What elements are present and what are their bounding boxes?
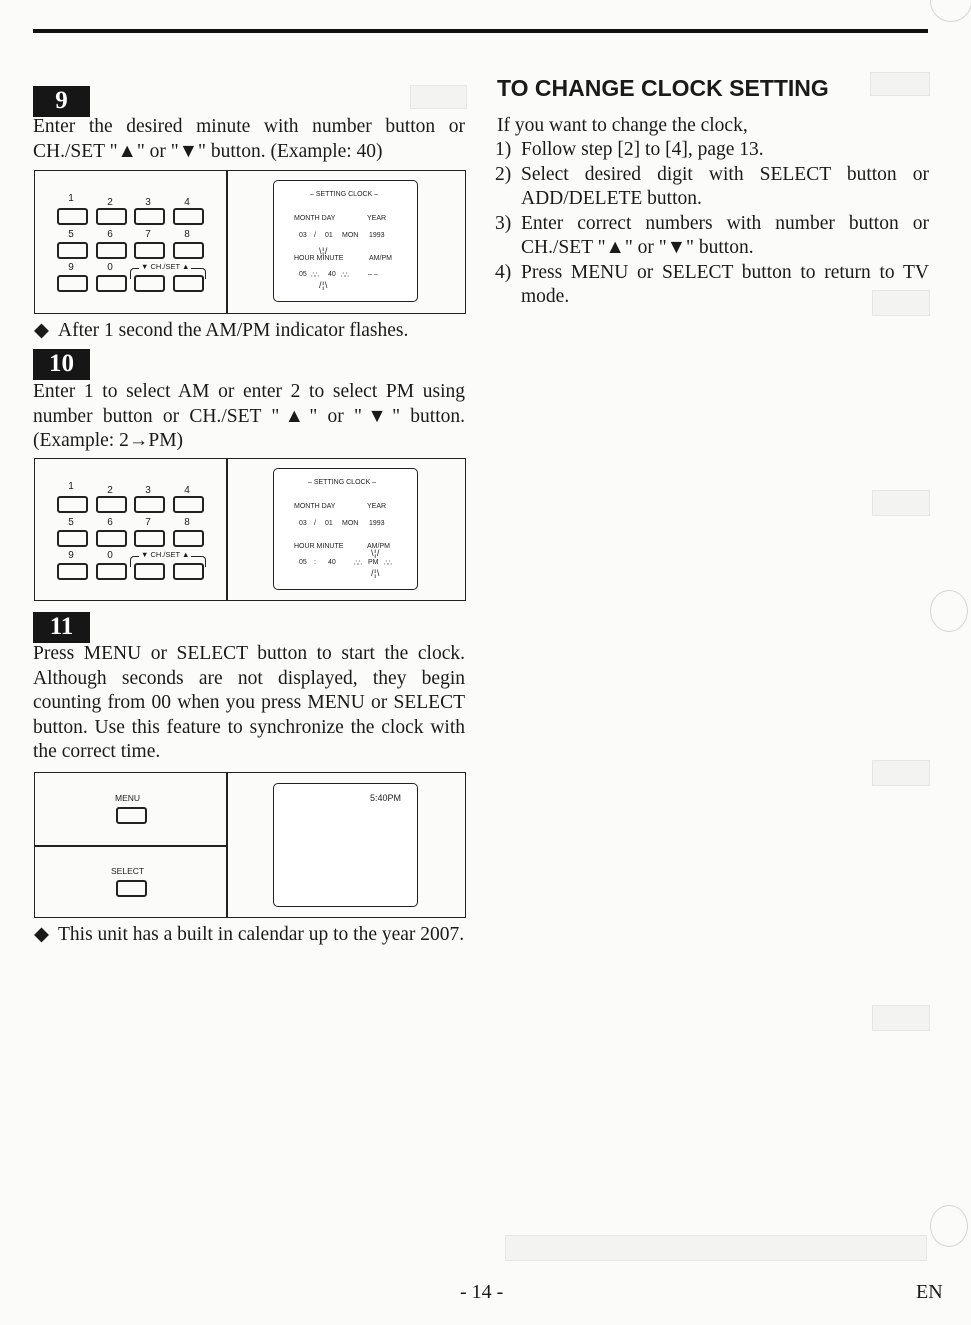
screen-title: – SETTING CLOCK –	[310, 191, 379, 198]
top-rule	[33, 29, 928, 33]
screen-ampm: – –	[368, 271, 378, 278]
ch-up-button[interactable]	[173, 275, 204, 292]
tv-screen	[273, 783, 418, 907]
diagram-row-divider	[35, 845, 227, 847]
number-button-3[interactable]	[134, 208, 165, 225]
clock-change-steps	[495, 138, 929, 310]
key-label-0: 0	[107, 262, 113, 273]
select-button[interactable]	[116, 880, 147, 897]
step-9-instructions: Enter the desired minute with number button or CH./SET "▲" or "▼" button. (Example: 40)	[33, 116, 465, 162]
number-button-0[interactable]	[96, 563, 127, 580]
punch-hole	[930, 1205, 968, 1247]
step-11-instructions: Press MENU or SELECT button to start the clock. Although seconds are not displayed, they begin counting from 00 when you press MENU or SELECT button. Use this feature to synchronize the clock with the correct time.	[33, 643, 465, 762]
step-9-diagram	[34, 170, 466, 314]
bleed-through-mark	[872, 490, 930, 516]
number-button-4[interactable]	[173, 208, 204, 225]
screen-minute: 40	[328, 271, 336, 278]
screen-time: 5:40PM	[370, 793, 402, 803]
key-label-1: 1	[68, 481, 74, 492]
section-intro: If you want to change the clock,	[497, 115, 748, 136]
screen-dots-left: ∴∴	[354, 560, 361, 567]
menu-button[interactable]	[116, 807, 147, 824]
screen-dots-right: ∴∴	[341, 272, 348, 279]
screen-year: 1993	[369, 520, 385, 527]
tv-screen	[273, 180, 418, 302]
number-button-6[interactable]	[96, 242, 127, 259]
step-11-badge: 11	[33, 612, 90, 643]
list-item	[495, 212, 929, 261]
key-label-6: 6	[107, 517, 113, 528]
list-item	[495, 261, 929, 310]
screen-hour: 05	[299, 559, 307, 566]
list-item-text: Select desired digit with SELECT button or ADD/DELETE button.	[521, 163, 929, 209]
list-item-text: Follow step [2] to [4], page 13.	[521, 139, 764, 160]
number-button-8[interactable]	[173, 242, 204, 259]
screen-month-day-header: MONTH DAY	[294, 215, 336, 222]
ch-up-button[interactable]	[173, 563, 204, 580]
list-item-text: Press MENU or SELECT button to return to TV mode.	[521, 261, 929, 307]
screen-date-sep: /	[314, 520, 316, 527]
flash-indicator-top: \ ¦ /	[319, 246, 327, 256]
number-button-7[interactable]	[134, 242, 165, 259]
number-button-3[interactable]	[134, 496, 165, 513]
chset-label: ▼ CH./SET ▲	[141, 550, 190, 559]
list-item-number: 2)	[495, 163, 512, 185]
key-label-2: 2	[107, 197, 113, 208]
diagram-divider	[226, 171, 228, 313]
key-label-0: 0	[107, 550, 113, 561]
flash-indicator-bottom: / ¦ \	[319, 280, 327, 290]
number-button-6[interactable]	[96, 530, 127, 547]
ch-down-button[interactable]	[134, 563, 165, 580]
page-number: - 14 -	[460, 1281, 504, 1303]
menu-button-label: MENU	[115, 793, 141, 803]
bleed-through-mark	[505, 1235, 927, 1261]
number-button-9[interactable]	[57, 275, 88, 292]
number-button-8[interactable]	[173, 530, 204, 547]
key-label-3: 3	[145, 485, 151, 496]
punch-hole	[930, 0, 971, 22]
number-button-5[interactable]	[57, 530, 88, 547]
key-label-8: 8	[184, 517, 190, 528]
screen-minute: 40	[328, 559, 336, 566]
screen-dots-right: ∴∴	[384, 560, 391, 567]
key-label-2: 2	[107, 485, 113, 496]
step-10-instructions: Enter 1 to select AM or enter 2 to select PM using number button or CH./SET "▲" or "▼" button. (Example: 2→PM)	[33, 381, 465, 451]
language-code: EN	[916, 1281, 943, 1303]
key-label-9: 9	[68, 550, 74, 561]
screen-year-header: YEAR	[367, 215, 387, 222]
key-label-7: 7	[145, 517, 151, 528]
step-11-note: This unit has a built in calendar up to the year 2007.	[58, 924, 465, 945]
flash-indicator-bottom: / ¦ \	[371, 568, 379, 578]
screen-month: 03	[299, 232, 307, 239]
number-button-2[interactable]	[96, 496, 127, 513]
bullet-icon: ◆	[34, 320, 49, 341]
list-item	[495, 138, 929, 163]
key-label-6: 6	[107, 229, 113, 240]
screen-title: – SETTING CLOCK –	[308, 479, 377, 486]
punch-hole	[930, 590, 968, 632]
screen-ampm-header: AM/PM	[367, 543, 390, 550]
select-button-label: SELECT	[111, 866, 145, 876]
bleed-through-mark	[870, 72, 930, 96]
screen-ampm-header: AM/PM	[369, 255, 392, 262]
screen-dots-left: ∴∴	[311, 272, 318, 279]
key-label-5: 5	[68, 517, 74, 528]
list-item-text: Enter correct numbers with number button or CH./SET "▲" or "▼" button.	[521, 212, 929, 258]
flash-indicator-top: \ ¦ /	[371, 548, 379, 558]
step-9-badge: 9	[33, 86, 90, 117]
screen-hour-minute-header: HOUR MINUTE	[294, 543, 344, 550]
screen-month-day-header: MONTH DAY	[294, 503, 336, 510]
screen-colon: :	[314, 559, 316, 566]
screen-ampm: PM	[368, 559, 379, 566]
screen-year: 1993	[369, 232, 385, 239]
tv-screen	[273, 468, 418, 590]
list-item-number: 3)	[495, 212, 512, 234]
screen-hour-minute-header: HOUR MINUTE	[294, 255, 344, 262]
key-label-4: 4	[184, 485, 190, 496]
screen-month: 03	[299, 520, 307, 527]
screen-date-sep: /	[314, 232, 316, 239]
list-item	[495, 163, 929, 212]
step-10-badge: 10	[33, 349, 90, 380]
number-button-1[interactable]	[57, 208, 88, 225]
number-button-4[interactable]	[173, 496, 204, 513]
screen-day: 01	[325, 232, 333, 239]
ch-down-button[interactable]	[134, 275, 165, 292]
list-item-number: 4)	[495, 261, 512, 283]
number-button-7[interactable]	[134, 530, 165, 547]
key-label-7: 7	[145, 229, 151, 240]
screen-weekday: MON	[342, 520, 359, 527]
key-label-1: 1	[68, 193, 74, 204]
step-11-diagram	[34, 772, 466, 918]
key-label-3: 3	[145, 197, 151, 208]
step-10-diagram	[34, 458, 466, 601]
number-button-5[interactable]	[57, 242, 88, 259]
key-label-4: 4	[184, 197, 190, 208]
key-label-8: 8	[184, 229, 190, 240]
diagram-divider	[226, 459, 228, 600]
section-heading: TO CHANGE CLOCK SETTING	[497, 75, 829, 101]
number-button-0[interactable]	[96, 275, 127, 292]
step-9-note: After 1 second the AM/PM indicator flashes.	[58, 320, 409, 341]
bleed-through-mark	[410, 85, 467, 109]
bleed-through-mark	[872, 760, 930, 786]
bleed-through-mark	[872, 1005, 930, 1031]
list-item-number: 1)	[495, 139, 512, 160]
screen-weekday: MON	[342, 232, 359, 239]
screen-year-header: YEAR	[367, 503, 387, 510]
key-label-9: 9	[68, 262, 74, 273]
key-label-5: 5	[68, 229, 74, 240]
screen-hour: 05	[299, 271, 307, 278]
screen-day: 01	[325, 520, 333, 527]
bullet-icon: ◆	[34, 924, 49, 945]
number-button-1[interactable]	[57, 496, 88, 513]
number-button-9[interactable]	[57, 563, 88, 580]
chset-label: ▼ CH./SET ▲	[141, 262, 190, 271]
number-button-2[interactable]	[96, 208, 127, 225]
